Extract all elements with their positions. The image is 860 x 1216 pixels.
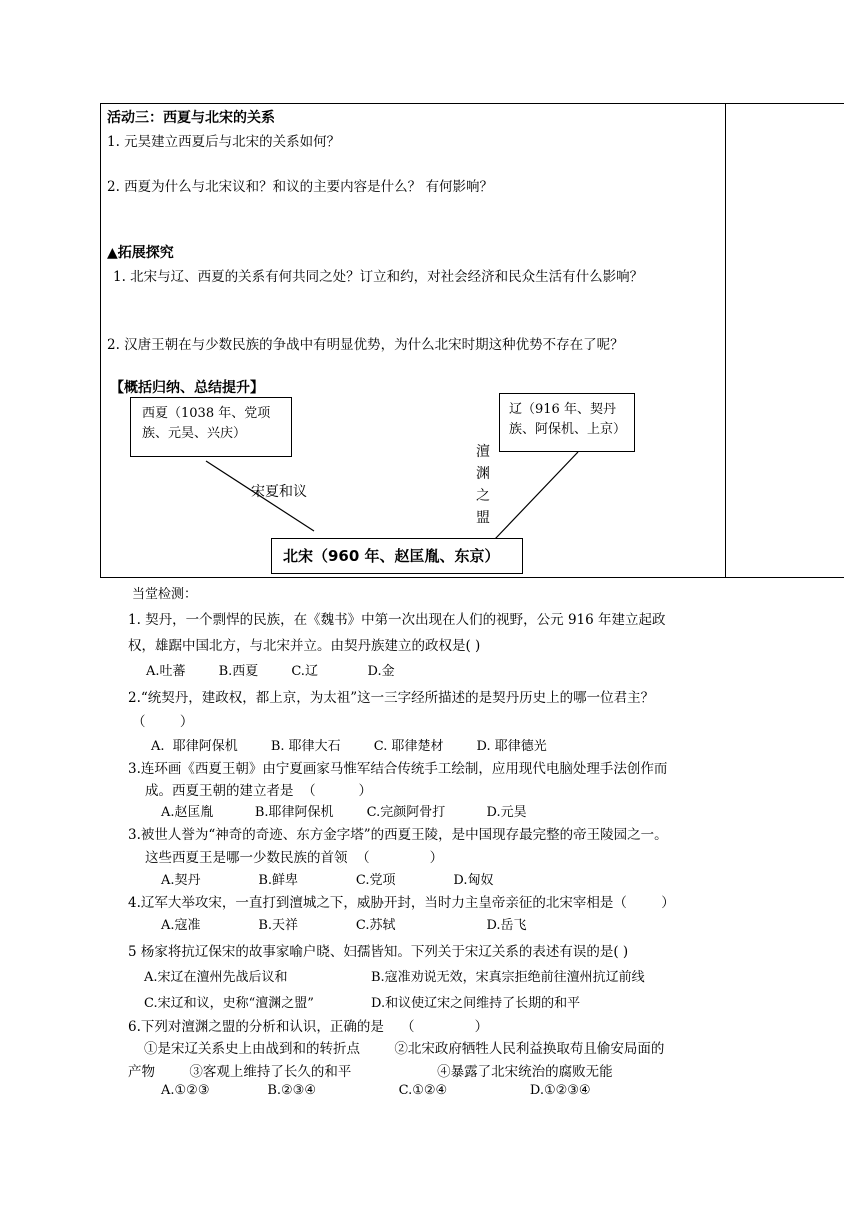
test-q5-options: A.寇准 B.天祥 C.苏轼 D.岳飞 bbox=[161, 918, 527, 933]
test-q3-line-1: 3.连环画《西夏王朝》由宁夏画家马惟军结合传统手工绘制，应用现代电脑处理手法创作而 bbox=[128, 761, 668, 777]
xixia-line-2: 族、元昊、兴庆） bbox=[142, 426, 247, 441]
test-title: 当堂检测： bbox=[132, 587, 198, 602]
test-q7-line-2: ①是宋辽关系史上由战到和的转折点 ②北宋政府牺牲人民利益换取苟且偷安局面的 bbox=[144, 1041, 665, 1057]
liao-box bbox=[499, 393, 635, 452]
section3-question-1: 1. 元昊建立西夏后与北宋的关系如何？ bbox=[107, 134, 341, 150]
test-q6-option-d: D.和议使辽宋之间维持了长期的和平 bbox=[371, 996, 581, 1011]
expand-title: ▲拓展探究 bbox=[107, 245, 174, 261]
test-q4-line-1: 3.被世人誉为“神奇的奇迹、东方金字塔”的西夏王陵，是中国现存最完整的帝王陵园之一。 bbox=[128, 827, 668, 843]
test-q6-option-b: B.寇准劝说无效，宋真宗拒绝前往澶州抗辽前线 bbox=[371, 970, 645, 985]
test-q6-option-a: A.宋辽在澶州先战后议和 bbox=[144, 970, 288, 985]
test-q2-line-1: 2.“统契丹，建政权，都上京，为太祖”这一三字经所描述的是契丹历史上的哪一位君主？ bbox=[128, 690, 655, 706]
liao-song-line bbox=[495, 452, 578, 539]
test-q2-options: A. 耶律阿保机 B. 耶律大石 C. 耶律楚材 D. 耶律德光 bbox=[151, 739, 547, 754]
test-q7-line-3: 产物 ③客观上维持了长久的和平 ④暴露了北宋统治的腐败无能 bbox=[128, 1064, 613, 1080]
relation-lines bbox=[0, 0, 860, 600]
xixia-box bbox=[130, 397, 292, 457]
test-q3-line-2: 成。西夏王朝的建立者是 （ ） bbox=[145, 783, 372, 799]
expand-question-1: 1. 北宋与辽、西夏的关系有何共同之处？订立和约，对社会经济和民众生活有什么影响？ bbox=[113, 269, 644, 285]
test-q7-line-1: 6.下列对澶渊之盟的分析和认识，正确的是 （ ） bbox=[128, 1019, 489, 1035]
test-q1-line-2: 权，雄踞中国北方，与北宋并立。由契丹族建立的政权是( ) bbox=[128, 638, 481, 654]
northern-song-label: 北宋（960 年、赵匡胤、东京） bbox=[283, 547, 500, 565]
northern-song-box bbox=[271, 538, 523, 574]
section3-title: 活动三：西夏与北宋的关系 bbox=[107, 110, 275, 126]
test-q4-line-2: 这些西夏王是哪一少数民族的首领 （ ） bbox=[145, 850, 444, 866]
expand-question-2: 2. 汉唐王朝在与少数民族的争战中有明显优势，为什么北宋时期这种优势不存在了呢？ bbox=[107, 337, 624, 353]
summary-title: 【概括归纳、总结提升】 bbox=[110, 380, 264, 396]
xixia-line-1: 西夏（1038 年、党项 bbox=[142, 406, 271, 421]
test-q7-options: A.①②③ B.②③④ C.①②④ D.①②③④ bbox=[161, 1083, 591, 1098]
liao-line-1: 辽（916 年、契丹 bbox=[509, 402, 616, 417]
test-q6-line-1: 5 杨家将抗辽保宋的故事家喻户晓、妇孺皆知。下列关于宋辽关系的表述有误的是( ) bbox=[128, 944, 629, 960]
chanyuan-treaty-label: 澶渊之盟 bbox=[476, 444, 490, 526]
test-q1-options: A.吐蕃 B.西夏 C.辽 D.金 bbox=[146, 664, 395, 679]
test-q1-line-1: 1. 契丹，一个剽悍的民族，在《魏书》中第一次出现在人们的视野，公元 916 年建立起政 bbox=[128, 612, 666, 628]
test-q6-option-c: C.宋辽和议，史称“澶渊之盟” bbox=[144, 996, 314, 1011]
test-q3-options: A.赵匡胤 B.耶律阿保机 C.完颜阿骨打 D.元昊 bbox=[161, 805, 527, 820]
section3-question-2: 2. 西夏为什么与北宋议和？和议的主要内容是什么？ 有何影响？ bbox=[107, 179, 493, 195]
test-q4-options: A.契丹 B.鲜卑 C.党项 D.匈奴 bbox=[161, 873, 494, 888]
song-xia-peace-label: 宋夏和议 bbox=[251, 484, 307, 500]
liao-line-2: 族、阿保机、上京） bbox=[509, 422, 627, 437]
test-q2-line-2: （ ） bbox=[132, 714, 194, 730]
test-q5-line-1: 4.辽军大举攻宋，一直打到澶城之下，威胁开封，当时力主皇帝亲征的北宋宰相是（ ） bbox=[128, 895, 675, 911]
